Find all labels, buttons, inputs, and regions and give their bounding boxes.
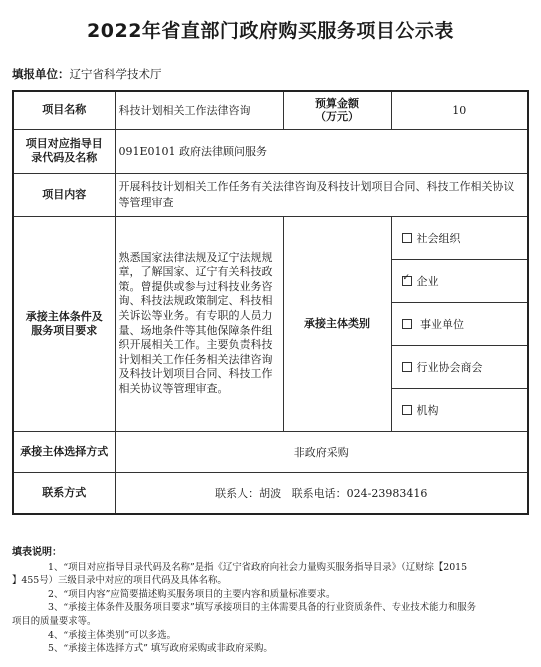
budget-label [283,91,391,129]
note-line: 4、“承接主体类别”可以多选。 [48,629,177,641]
checkbox-icon[interactable] [402,405,412,415]
entity-type-option[interactable] [391,345,528,388]
selection-method-label: 承接主体选择方式 [13,431,115,472]
note-line: 项目的质量要求等。 [12,616,97,627]
entity-type-option-label: 社会组织 [416,231,461,245]
entity-type-option[interactable] [391,388,528,431]
requirements-label-line2: 服务项目要求 [31,323,98,337]
contact-value: 联系人：胡波 联系电话：024-23983416 [115,472,528,514]
entity-type-option[interactable] [391,302,528,345]
row-contact [13,472,528,514]
entity-type-option-label: 事业单位 [416,317,464,331]
requirements-value: 熟悉国家法律法规及辽宁法规规章，了解国家、辽宁有关科技政策。曾提供或参与过科技业务咨询、科技法规政策制定、科技相关诉讼等业务。有专职的人员力量、场地条件等其他保障条件组织开展相关工作。主要负责科技计划相关工作任务相关法律咨询及科技计划项目合同、科技工作相关协议等管理审查。 [115,216,283,431]
checkbox-checked-icon[interactable] [402,276,412,286]
project-name-value: 科技计划相关工作法律咨询 [115,91,283,129]
guide-code-label-line1: 项目对应指导目 [25,137,103,151]
row-project-name [13,91,528,129]
note-line: 3、“承接主体条件及服务项目要求”填写承接项目的主体需要具备的行业资质条件、专业技术能力和服务 [48,602,477,614]
entity-type-option-label: 行业协会商会 [416,360,483,374]
row-selection-method [13,431,528,472]
row-guide-code [13,129,528,173]
project-content-value: 开展科技计划相关工作任务有关法律咨询及科技计划项目合同、科技工作相关协议等管理审查 [115,173,528,216]
filler-unit-value: 辽宁省科学技术厅 [69,67,162,81]
project-name-label: 项目名称 [13,91,115,129]
requirements-label [13,216,115,431]
filler-unit [12,66,162,82]
filler-unit-label: 填报单位： [12,67,70,81]
guide-code-label-line2: 录代码及名称 [31,151,98,164]
entity-type-option-label: 企业 [416,274,439,288]
budget-label-line1: 预算金额 [315,96,359,110]
guide-code-label [13,129,115,173]
project-content-label: 项目内容 [13,173,115,216]
note-line: 2、“项目内容”应简要描述购买服务项目的主要内容和质量标准要求。 [48,588,336,600]
checkbox-icon[interactable] [402,233,412,243]
fill-instructions [12,546,530,656]
row-requirements-1 [13,216,528,259]
note-line: 1、“项目对应指导目录代码及名称”是指《辽宁省政府向社会力量购买服务指导目录》（辽财综【2015 [48,561,468,573]
selection-method-value: 非政府采购 [115,431,528,472]
entity-type-option[interactable] [391,216,528,259]
requirements-label-line1: 承接主体条件及 [25,309,103,323]
page-title: 2022年省直部门政府购买服务项目公示表 [87,20,454,42]
guide-code-value: 091E0101 政府法律顾问服务 [115,129,528,173]
entity-type-option[interactable] [391,259,528,302]
row-project-content [13,173,528,216]
checkbox-icon[interactable] [402,319,412,329]
budget-label-line2: （万元） [315,110,359,124]
note-line: 5、“承接主体选择方式” 填写政府采购或非政府采购。 [48,643,273,655]
notes-title: 填表说明： [12,547,62,558]
entity-type-label: 承接主体类别 [283,216,391,431]
checkbox-icon[interactable] [402,362,412,372]
entity-type-option-label: 机构 [416,403,439,417]
publicity-table [12,90,529,515]
note-line: 】455号）三级目录中对应的项目代码及具体名称。 [12,575,227,587]
budget-value: 10 [391,91,528,129]
contact-label: 联系方式 [13,472,115,514]
